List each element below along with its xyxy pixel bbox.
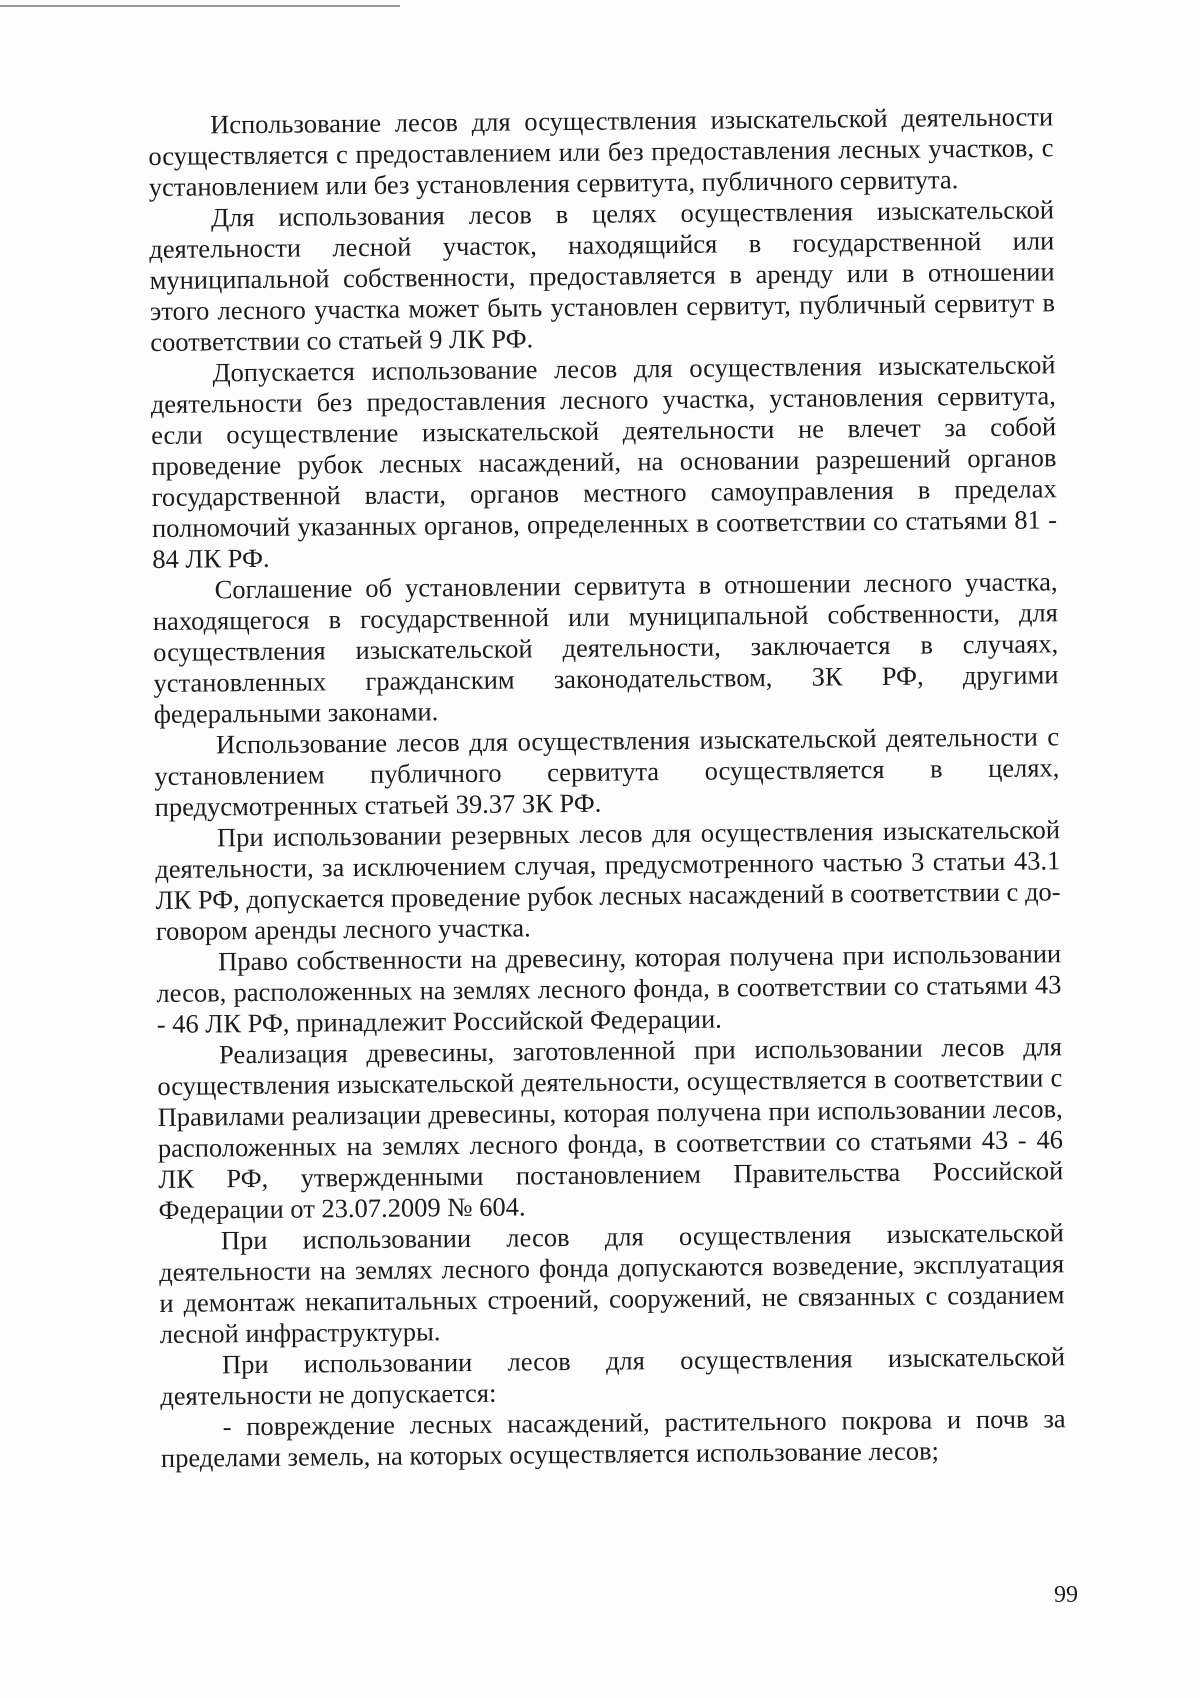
- paragraph: Реализация древесины, заготовленной при использовании лесов для осуществления изыскательской деятельности, осуществляется в соответствии с Правилами реализации древесины, которая получена при использовании лесов, расположенных на землях лесного фонда, в соответствии со статьями 43 - 46 ЛК РФ, утвержденными постановлением Правительства Российской Федерации от 23.07.2009 № 604.: [157, 1031, 1064, 1225]
- document-body: [148, 101, 1066, 1474]
- paragraph: Для использования лесов в целях осуществления изыскательской деятельности лесной участок, находящийся в государственной или муниципальной собственности, предоставляется в аренду или в отношении этого лесного участка может быть установлен сервитут, публичный сервитут в соответствии со статьей 9 ЛК РФ.: [149, 194, 1056, 357]
- page-number: 99: [1054, 1582, 1078, 1608]
- paragraph: При использовании резервных лесов для осуществления изыскательской деятельности, за исключением случая, предусмотренного частью 3 статьи 43.1 ЛК РФ, допускается проведение рубок лесных насаждений в соответствии с до-говором аренды лесного участка.: [155, 814, 1061, 946]
- paragraph: Соглашение об установлении сервитута в отношении лесного участка, находящегося в государственной или муниципальной собственности, для осуществления изыскательской деятельности, заключается в случаях, установленных гражданским законодательством, ЗК РФ, другими федеральными законами.: [152, 566, 1059, 729]
- paragraph: При использовании лесов для осуществления изыскательской деятельности не допускается:: [160, 1341, 1066, 1411]
- paragraph: Право собственности на древесину, которая получена при использовании лесов, расположенных на землях лесного фонда, в соответствии со статьями 43 - 46 ЛК РФ, принадлежит Российской Федерации.: [156, 938, 1062, 1039]
- scan-edge-line: [0, 5, 400, 7]
- paragraph: При использовании лесов для осуществления изыскательской деятельности на землях лесного фонда допускаются возведение, эксплуатация и демонтаж некапитальных строений, сооружений, не связанных с созданием лесной инфраструктуры.: [159, 1217, 1065, 1349]
- paragraph: - повреждение лесных насаждений, растительного покрова и почв за пределами земель, на которых осуществляется использование лесов;: [160, 1403, 1066, 1473]
- paragraph: Использование лесов для осуществления изыскательской деятельности с установлением публичного сервитута осуществляется в целях, предусмотренных статьей 39.37 ЗК РФ.: [154, 721, 1060, 822]
- paragraph: Использование лесов для осуществления изыскательской деятельности осуществляется с предоставлением или без предоставления лесных участков, с установлением или без установления сервитута, публичного сервитута.: [148, 101, 1054, 202]
- paragraph: Допускается использование лесов для осуществления изыскательской деятельности без предоставления лесного участка, установления сервитута, если осуществление изыскательской деятельности не влечет за собой проведение рубок лесных насаждений, на основании разрешений органов государственной власти, органов местного самоуправления в пределах полномочий указанных органов, определенных в соответствии со статьями 81 - 84 ЛК РФ.: [150, 349, 1058, 574]
